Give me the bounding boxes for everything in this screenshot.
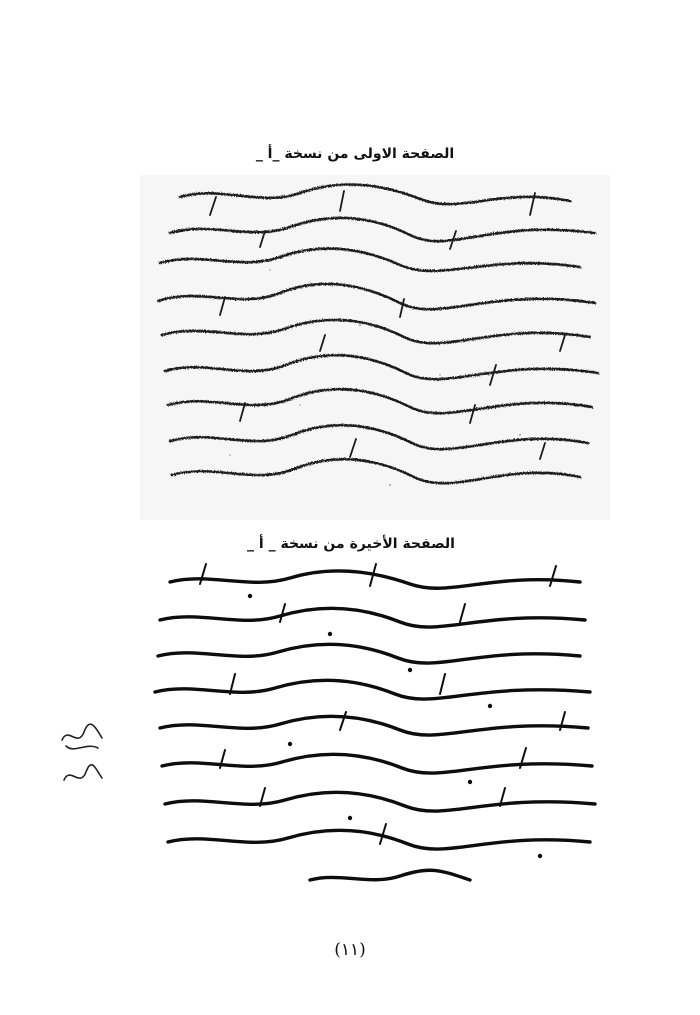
- margin-note-handwritten: [52, 718, 112, 794]
- manuscript-last-page-image: [140, 560, 600, 900]
- page-number: (١١): [334, 940, 366, 960]
- manuscript-first-page-image: [140, 175, 610, 520]
- caption-last-page: الصفحة الأخيرة من نسخة _ أ _: [247, 536, 455, 552]
- caption-first-page: الصفحة الاولى من نسخة _أ _: [255, 146, 455, 162]
